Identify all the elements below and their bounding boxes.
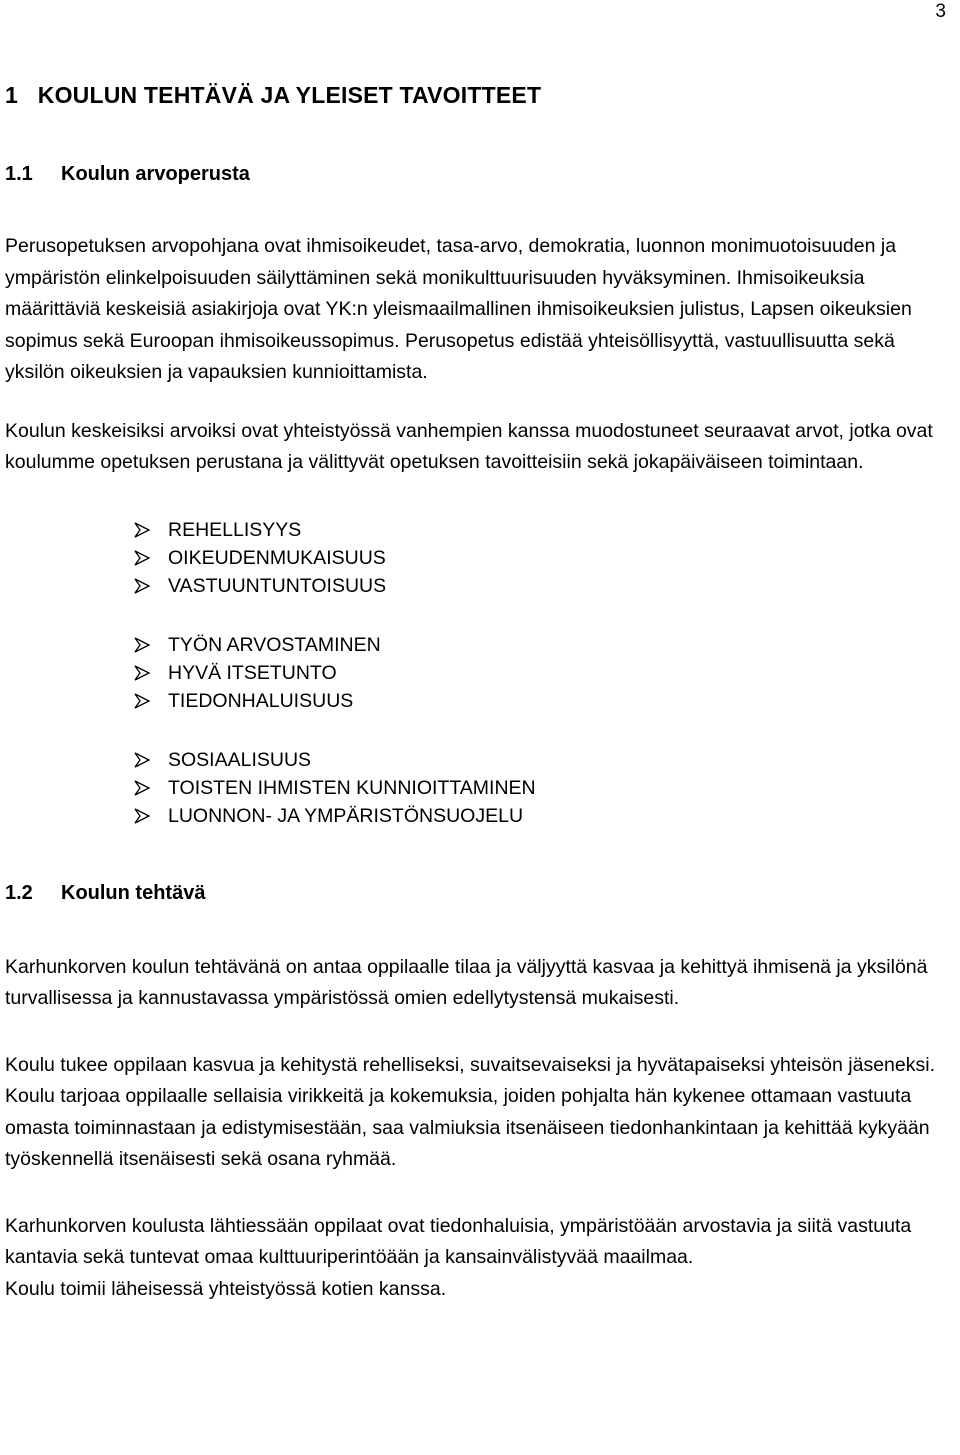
- section-heading-1-1: [5, 159, 955, 189]
- section-number: 1.2: [5, 881, 33, 904]
- list-item: [134, 687, 955, 715]
- list-item: [134, 631, 955, 659]
- list-item: [134, 659, 955, 687]
- paragraph-school-mission: Karhunkorven koulun tehtävänä on antaa oppilaalle tilaa ja väljyyttä kasvaa ja kehittyä ihmisenä ja yksilönä turvallisessa ja kannustavassa ympäristössä omien edellytystensä mukaisesti.: [5, 955, 928, 1009]
- list-item-label: VASTUUNTUNTOISUUS: [168, 574, 387, 597]
- paragraph-school-support: Koulu tukee oppilaan kasvua ja kehitystä rehelliseksi, suvaitsevaiseksi ja hyvätapaiseksi yhteisön jäseneksi. Koulu tarjoaa oppilaalle sellaisia virikkeitä ja kokemuksia, joiden pohjalta hän kykenee ottamaan vastuuta omasta toiminnastaan ja edistymisestään, saa valmiuksia itsenäiseen tiedonhankintaan ja kehittää kykyään työskennellä itsenäisesti sekä osana ryhmää.: [5, 1053, 936, 1170]
- section-number: 1.1: [5, 163, 33, 185]
- arrowhead-bullet-icon: [134, 746, 168, 774]
- list-item-label: SOSIAALISUUS: [168, 748, 312, 771]
- document-body: [5, 80, 955, 1305]
- list-item-label: TIEDONHALUISUUS: [168, 689, 354, 712]
- list-item: [134, 544, 955, 572]
- section-title: Koulun tehtävä: [61, 881, 206, 904]
- arrowhead-bullet-icon: [134, 572, 168, 600]
- arrowhead-bullet-icon: [134, 774, 168, 802]
- paragraph-graduates: Karhunkorven koulusta lähtiessään oppilaat ovat tiedonhaluisia, ympäristöään arvostavia ja siitä vastuuta kantavia sekä tuntevat omaa kulttuuriperintöään ja kansainvälistyvää maailmaa.: [5, 1214, 912, 1268]
- section-title: Koulun arvoperusta: [61, 163, 250, 185]
- arrowhead-bullet-icon: [134, 687, 168, 715]
- arrowhead-bullet-icon: [134, 544, 168, 572]
- page-number: 3: [935, 1, 946, 22]
- arrowhead-bullet-icon: [134, 802, 168, 830]
- arrowhead-bullet-icon: [134, 516, 168, 544]
- paragraph-home-cooperation: Koulu toimii läheisessä yhteistyössä kotien kanssa.: [5, 1277, 447, 1300]
- list-item: [134, 774, 955, 802]
- section-heading-1-2: [5, 878, 955, 908]
- list-item: [134, 746, 955, 774]
- paragraph-values-basis: Perusopetuksen arvopohjana ovat ihmisoikeudet, tasa-arvo, demokratia, luonnon monimuotoisuuden ja ympäristön elinkelpoisuuden säilyttäminen sekä monikulttuurisuuden hyväksyminen. Ihmisoikeuksia määrittäviä keskeisiä asiakirjoja ovat YK:n yleismaailmallinen ihmisoikeuksien julistus, Lapsen oikeuksien sopimus sekä Euroopan ihmisoikeussopimus. Perusopetus edistää yhteisöllisyyttä, vastuullisuutta sekä yksilön oikeuksien ja vapauksien kunnioittamista.: [5, 235, 912, 383]
- arrowhead-bullet-icon: [134, 659, 168, 687]
- list-item-label: HYVÄ ITSETUNTO: [168, 661, 337, 684]
- paragraph-core-values-intro: Koulun keskeisiksi arvoiksi ovat yhteistyössä vanhempien kanssa muodostuneet seuraavat arvot, jotka ovat koulumme opetuksen perustana ja välittyvät opetuksen tavoitteisiin sekä jokapäiväiseen toimintaan.: [5, 419, 933, 473]
- list-item-label: REHELLISYYS: [168, 518, 302, 541]
- list-item-label: TOISTEN IHMISTEN KUNNIOITTAMINEN: [168, 776, 536, 799]
- list-item-label: LUONNON- JA YMPÄRISTÖNSUOJELU: [168, 804, 524, 827]
- list-item-label: TYÖN ARVOSTAMINEN: [168, 633, 381, 656]
- list-item: [134, 802, 955, 830]
- chapter-heading: 1 KOULUN TEHTÄVÄ JA YLEISET TAVOITTEET: [5, 82, 542, 108]
- list-item-label: OIKEUDENMUKAISUUS: [168, 546, 386, 569]
- list-item: [134, 516, 955, 544]
- list-item: [134, 572, 955, 600]
- arrowhead-bullet-icon: [134, 631, 168, 659]
- values-list: [5, 516, 955, 830]
